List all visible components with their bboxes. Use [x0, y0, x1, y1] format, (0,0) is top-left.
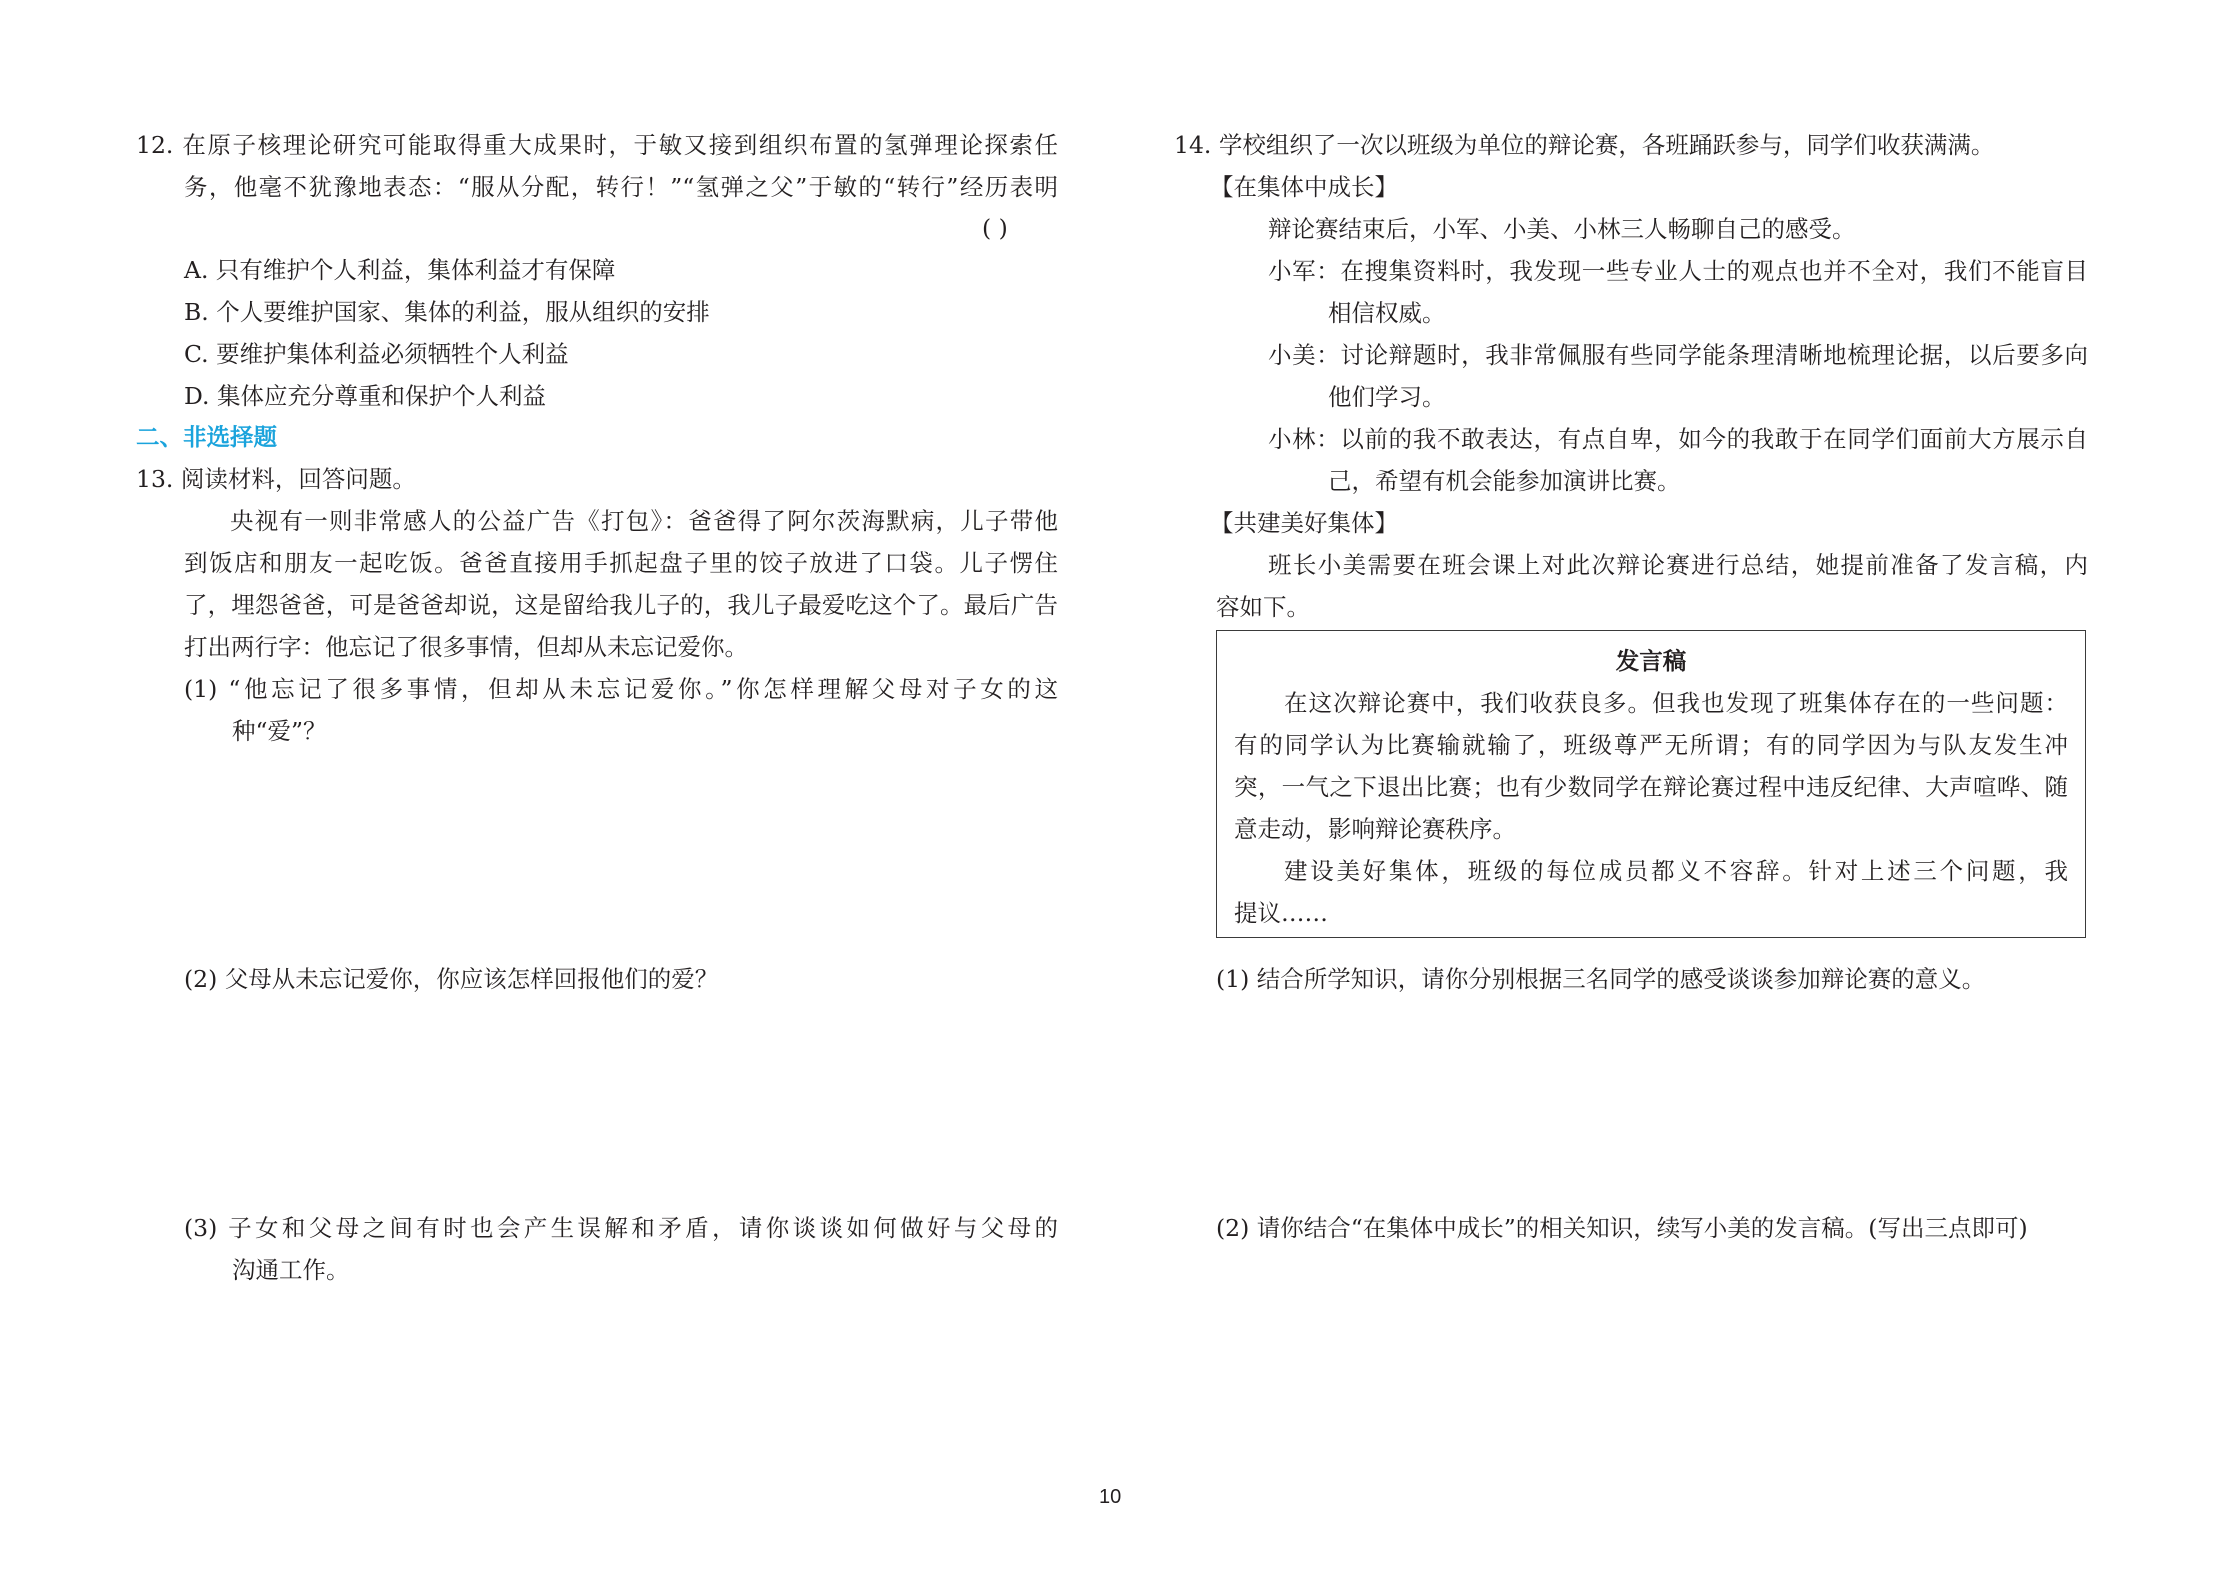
speech-line: 突，一气之下退出比赛；也有少数同学在辩论赛过程中违反纪律、大声喧哗、随	[1234, 773, 2068, 801]
q14-sub2: (2) 请你结合“在集体中成长”的相关知识，续写小美的发言稿。(写出三点即可)	[1216, 1214, 2028, 1242]
q12-line1: 12. 在原子核理论研究可能取得重大成果时，于敏又接到组织布置的氢弹理论探索任	[136, 131, 1058, 159]
q14-intro: 辩论赛结束后，小军、小美、小林三人畅聊自己的感受。	[1268, 215, 1856, 243]
q13-sub3-line1: (3) 子女和父母之间有时也会产生误解和矛盾，请你谈谈如何做好与父母的	[184, 1214, 1058, 1242]
speech-line: 提议……	[1234, 899, 1328, 927]
q13-sub1-line1: (1) “他忘记了很多事情，但却从未忘记爱你。”你怎样理解父母对子女的这	[184, 675, 1058, 703]
speech-title: 发言稿	[1615, 647, 1687, 675]
page-number: 10	[1099, 1486, 1122, 1508]
q13-sub2: (2) 父母从未忘记爱你，你应该怎样回报他们的爱？	[184, 965, 719, 993]
q13-material-line: 到饭店和朋友一起吃饭。爸爸直接用手抓起盘子里的饺子放进了口袋。儿子愣住	[184, 549, 1058, 577]
q13-material-line: 央视有一则非常感人的公益广告《打包》：爸爸得了阿尔茨海默病，儿子带他	[230, 507, 1058, 535]
q14-sub1: (1) 结合所学知识，请你分别根据三名同学的感受谈谈参加辩论赛的意义。	[1216, 965, 1986, 993]
q12-line2: 务，他毫不犹豫地表态：“服从分配，转行！”“氢弹之父”于敏的“转行”经历表明	[184, 173, 1058, 201]
q14-xiaolin-line1: 小林：以前的我不敢表达，有点自卑，如今的我敢于在同学们面前大方展示自	[1268, 425, 2088, 453]
q12-option-b: B. 个人要维护国家、集体的利益，服从组织的安排	[184, 298, 710, 326]
speech-line: 意走动，影响辩论赛秩序。	[1234, 815, 1516, 843]
q14-xiaojun-line2: 相信权威。	[1328, 299, 1446, 327]
q14-xiaomei-line1: 小美：讨论辩题时，我非常佩服有些同学能条理清晰地梳理论据，以后要多向	[1268, 341, 2088, 369]
q14-heading-collective: 【共建美好集体】	[1210, 509, 1398, 537]
q13-material-line: 了，埋怨爸爸，可是爸爸却说，这是留给我儿子的，我儿子最爱吃这个了。最后广告	[184, 591, 1058, 619]
q13-material-line: 打出两行字：他忘记了很多事情，但却从未忘记爱你。	[184, 633, 748, 661]
speech-line: 建设美好集体，班级的每位成员都义不容辞。针对上述三个问题，我	[1284, 857, 2068, 885]
speech-line: 有的同学认为比赛输就输了，班级尊严无所谓；有的同学因为与队友发生冲	[1234, 731, 2068, 759]
q12-option-d: D. 集体应充分尊重和保护个人利益	[184, 382, 546, 410]
q12-option-a: A. 只有维护个人利益，集体利益才有保障	[184, 256, 616, 284]
q14-summary-line2: 容如下。	[1216, 593, 1310, 621]
q13-sub1-line2: 种“爱”？	[232, 717, 327, 745]
section-heading-non-choice: 二、非选择题	[136, 423, 277, 451]
q14-heading-growth: 【在集体中成长】	[1210, 173, 1398, 201]
q13-stem: 13. 阅读材料，回答问题。	[136, 465, 416, 493]
q12-option-c: C. 要维护集体利益必须牺牲个人利益	[184, 340, 569, 368]
q14-summary-line1: 班长小美需要在班会课上对此次辩论赛进行总结，她提前准备了发言稿，内	[1268, 551, 2088, 579]
q12-answer-bracket: ( )	[982, 214, 1008, 242]
speech-line: 在这次辩论赛中，我们收获良多。但我也发现了班集体存在的一些问题：	[1284, 689, 2068, 717]
q13-sub3-line2: 沟通工作。	[232, 1256, 350, 1284]
q14-xiaolin-line2: 己，希望有机会能参加演讲比赛。	[1328, 467, 1681, 495]
q14-xiaomei-line2: 他们学习。	[1328, 383, 1446, 411]
q14-xiaojun-line1: 小军：在搜集资料时，我发现一些专业人士的观点也并不全对，我们不能盲目	[1268, 257, 2088, 285]
q14-stem: 14. 学校组织了一次以班级为单位的辩论赛，各班踊跃参与，同学们收获满满。	[1174, 131, 1995, 159]
